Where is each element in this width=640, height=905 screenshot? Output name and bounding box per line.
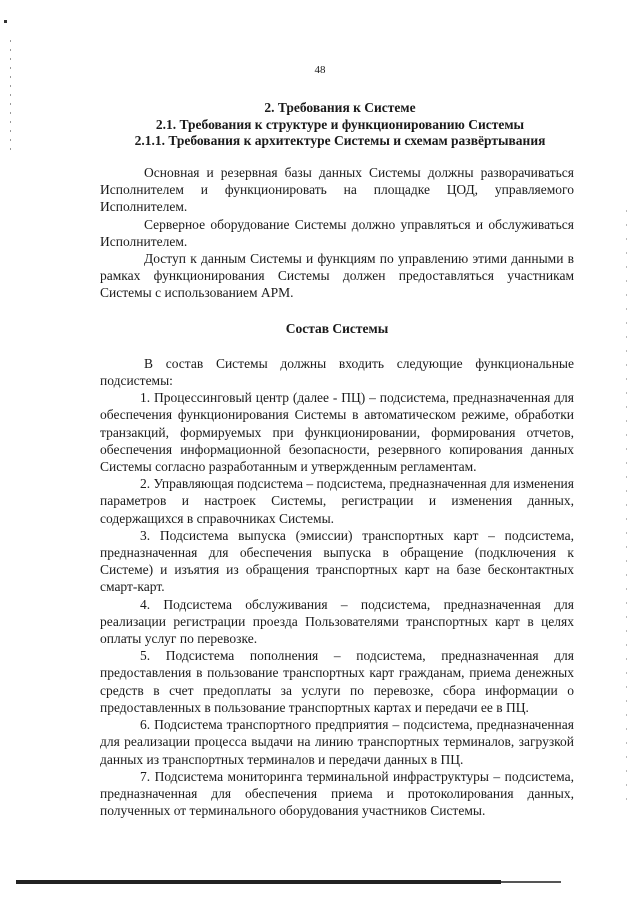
subsystem-list-item: 5. Подсистема пополнения – подсистема, предназначенная для предоставления в пользование транспортных карт гражданам, приема денежных средств в счет предоплаты за услуги по перевозке, сбора информации о предоставленных в пользование транспортных картах и передачи ее в ПЦ.	[100, 648, 574, 715]
section-intro-paragraph: В состав Системы должны входить следующие функциональные подсистемы:	[100, 355, 574, 389]
scan-artifact-left-edge	[10, 40, 11, 150]
heading-level-1: 2. Требования к Системе	[264, 100, 416, 115]
subsystem-list-item: 2. Управляющая подсистема – подсистема, предназначенная для изменения параметров и настроек Системы, регистрации и изменения данных, содержащихся в справочниках Системы.	[100, 476, 574, 526]
subsystem-list-item: 1. Процессинговый центр (далее - ПЦ) – подсистема, предназначенная для обеспечения функционирования Системы в автоматическом режиме, обработки транзакций, формируемых при функционировании, формирования отчетов, обеспечения информационной безопасности, резервного копирования данных Системы согласно разработанным и утвержденным регламентам.	[100, 390, 574, 475]
scan-artifact-right-edge	[626, 210, 627, 810]
page-number: 48	[314, 64, 326, 76]
intro-paragraph: Серверное оборудование Системы должно управляться и обслуживаться Исполнителем.	[100, 216, 574, 249]
heading-level-2: 2.1. Требования к структуре и функционированию Системы	[155, 116, 525, 132]
section-headings	[100, 100, 580, 150]
subsystem-list-item: 7. Подсистема мониторинга терминальной инфраструктуры – подсистема, предназначенная для обеспечения приема и протоколирования данных, полученных от терминального оборудования участников Системы.	[100, 768, 574, 819]
subsystem-list-item: 6. Подсистема транспортного предприятия – подсистема, предназначенная для реализации процесса выдачи на линию транспортных терминалов, загрузкой данных из транспортных терминалов и передачи данных в ПЦ.	[100, 717, 574, 767]
subsystem-list-item: 4. Подсистема обслуживания – подсистема, предназначенная для реализации регистрации проезда Пользователями транспортных карт в целях оплаты услуг по перевозке.	[100, 596, 574, 647]
subsystem-list-item: 3. Подсистема выпуска (эмиссии) транспортных карт – подсистема, предназначенная для обеспечения выпуска в обращение (подключения к Системе) и изъятия из обращения транспортных карт на базе бесконтактных смарт-карт.	[100, 527, 574, 595]
heading-level-3: 2.1.1. Требования к архитектуре Системы и схемам развёртывания	[134, 133, 546, 148]
section-title: Состав Системы	[285, 320, 389, 336]
intro-paragraph: Доступ к данным Системы и функциям по управлению этими данными в рамках функционирования Системы должен предоставляться участникам Системы с использованием АРМ.	[100, 251, 574, 301]
scan-bottom-rule-tail	[501, 881, 561, 883]
scan-artifact-mark	[4, 20, 7, 23]
document-body	[100, 164, 574, 819]
scan-bottom-rule	[16, 880, 501, 884]
intro-paragraph: Основная и резервная базы данных Системы должны разворачиваться Исполнителем и функционировать на площадке ЦОД, управляемого Исполнителем.	[100, 165, 574, 215]
